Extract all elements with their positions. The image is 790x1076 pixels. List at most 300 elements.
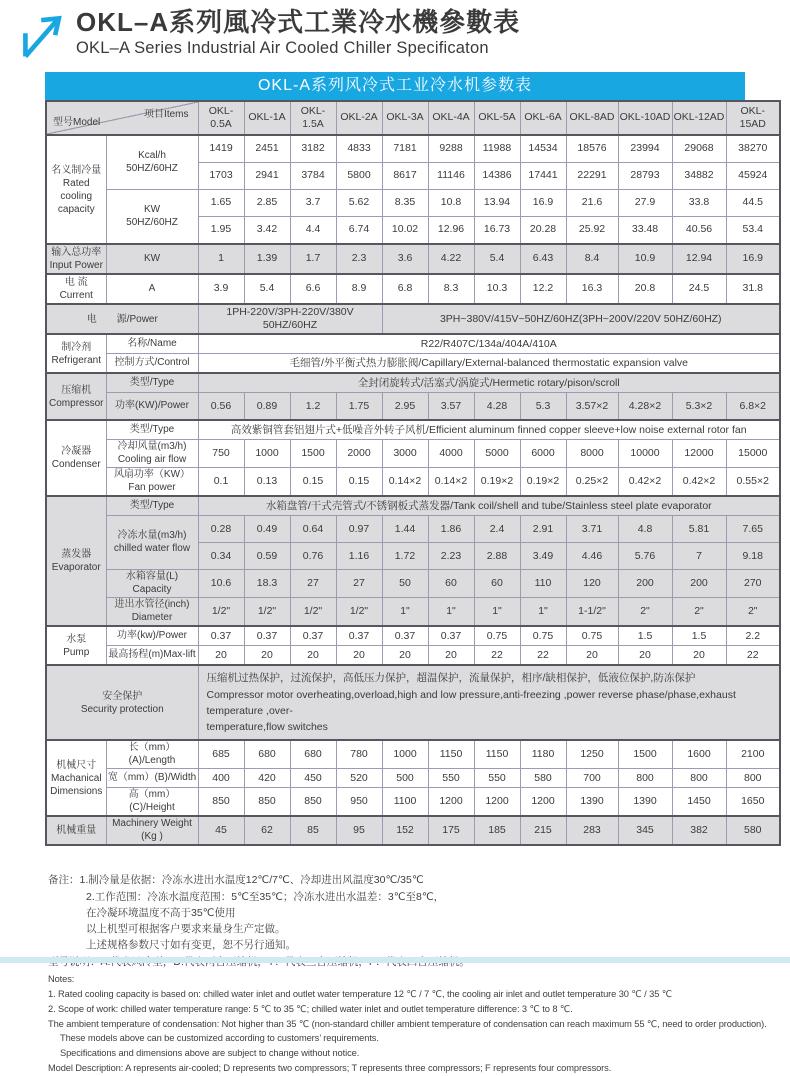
- value-cell: 500: [382, 769, 428, 788]
- table-row: [46, 740, 780, 769]
- value-cell: 10.02: [382, 217, 428, 245]
- value-cell: 1/2": [244, 598, 290, 627]
- table-row: [46, 274, 780, 304]
- value-cell: 45924: [726, 163, 780, 190]
- value-cell: 1000: [382, 740, 428, 769]
- table-row: [46, 665, 780, 740]
- value-cell: 10.9: [618, 244, 672, 274]
- value-cell: 1419: [198, 135, 244, 163]
- value-cell: 1200: [474, 788, 520, 817]
- value-cell: 1.86: [428, 516, 474, 543]
- value-cell: 1200: [520, 788, 566, 817]
- table-row: [46, 304, 780, 334]
- value-cell: 5.3: [520, 393, 566, 421]
- value-cell: 800: [672, 769, 726, 788]
- value-cell: 20: [336, 646, 382, 666]
- value-cell: 8.3: [428, 274, 474, 304]
- value-cell: 25.92: [566, 217, 618, 245]
- value-cell: 1.2: [290, 393, 336, 421]
- value-cell: 0.76: [290, 543, 336, 570]
- note-line: Model Description: A represents air-cooled; D represents two compressors; T represents three compressors; F represents four compressors.: [48, 1063, 612, 1074]
- group-label-evaporator: 蒸发器 Evaporator: [46, 496, 106, 626]
- value-cell: 1000: [244, 440, 290, 468]
- note-line: These models above can be customized according to customers’ requirements.: [60, 1033, 379, 1044]
- value-cell: 2": [726, 598, 780, 627]
- value-cell: 20: [290, 646, 336, 666]
- value-cell: 1150: [474, 740, 520, 769]
- table-row: [46, 516, 780, 543]
- value-cell: 6.74: [336, 217, 382, 245]
- value-cell: 风扇功率（KW） Fan power: [106, 468, 198, 497]
- value-cell: 进出水管径(inch) Diameter: [106, 598, 198, 627]
- arrow-up-right-logo-icon: [16, 10, 72, 62]
- value-cell: 0.55×2: [726, 468, 780, 497]
- table-row: [46, 190, 780, 217]
- model-header-cell: OKL-0.5A: [198, 101, 244, 135]
- value-cell: 1250: [566, 740, 618, 769]
- value-cell: 0.34: [198, 543, 244, 570]
- value-cell: 550: [428, 769, 474, 788]
- value-cell: 1390: [566, 788, 618, 817]
- value-cell: 38270: [726, 135, 780, 163]
- value-cell: 11988: [474, 135, 520, 163]
- value-cell: 3.7: [290, 190, 336, 217]
- security-protection-text: 压缩机过热保护，过流保护，高低压力保护，超温保护，流量保护，相序/缺相保护，低液位保护,防冻保护 Compressor motor overheating,overload,high and low pressure,anti-freezing ,power reverse phase/phase,exhaust temperature ,over- temperature,flow switches: [198, 665, 780, 740]
- value-cell: 283: [566, 816, 618, 845]
- value-cell: 1200: [428, 788, 474, 817]
- value-cell: Machinery Weight (Kg ): [106, 816, 198, 845]
- note-line: 在冷凝环境温度不高于35℃使用: [86, 906, 236, 919]
- value-cell: 450: [290, 769, 336, 788]
- value-cell: 200: [672, 570, 726, 598]
- model-header-cell: OKL-5A: [474, 101, 520, 135]
- value-cell: 31.8: [726, 274, 780, 304]
- value-cell: 控制方式/Control: [106, 354, 198, 374]
- value-cell: 1500: [618, 740, 672, 769]
- bottom-accent-bar: [0, 957, 790, 963]
- note-line: Specifications and dimensions above are subject to change without notice.: [60, 1048, 360, 1059]
- value-cell: 全封闭旋转式/活塞式/涡旋式/Hermetic rotary/pison/scroll: [198, 373, 780, 393]
- value-cell: 5000: [474, 440, 520, 468]
- value-cell: 1390: [618, 788, 672, 817]
- model-header-cell: OKL-4A: [428, 101, 474, 135]
- table-row: [46, 626, 780, 646]
- table-row: [46, 244, 780, 274]
- value-cell: 名称/Name: [106, 334, 198, 354]
- value-cell: 120: [566, 570, 618, 598]
- value-cell: 152: [382, 816, 428, 845]
- value-cell: 1.44: [382, 516, 428, 543]
- group-label-condenser: 冷凝器 Condenser: [46, 420, 106, 496]
- value-cell: 6.6: [290, 274, 336, 304]
- value-cell: 0.37: [290, 626, 336, 646]
- table-row: [46, 420, 780, 440]
- value-cell: 0.37: [198, 626, 244, 646]
- value-cell: 1.65: [198, 190, 244, 217]
- value-cell: 110: [520, 570, 566, 598]
- value-cell: 4000: [428, 440, 474, 468]
- value-cell: 高效紫铜管套铝翅片式+低噪音外转子风机/Efficient aluminum finned copper sleeve+low noise external rotor fan: [198, 420, 780, 440]
- value-cell: 最高扬程(m)Max-lift: [106, 646, 198, 666]
- value-cell: 1.75: [336, 393, 382, 421]
- note-line: 2.工作范围：冷冻水温度范围：5℃至35℃；冷冻水进出水温差：3℃至8℃，: [86, 890, 445, 903]
- note-line: The ambient temperature of condensation: Not higher than 35 ℃ (non-standard chiller ambient temperature of condensation can reach maximum 55 ℃, need to order production).: [48, 1018, 767, 1029]
- corner-items-label: 项目Items: [144, 109, 189, 120]
- value-cell: 12.94: [672, 244, 726, 274]
- group-label-compressor: 压缩机 Compressor: [46, 373, 106, 420]
- value-cell: 3PH~380V/415V~50HZ/60HZ(3PH~200V/220V 50HZ/60HZ): [382, 304, 780, 334]
- value-cell: 1.5: [672, 626, 726, 646]
- value-cell: 0.19×2: [520, 468, 566, 497]
- value-cell: 20.8: [618, 274, 672, 304]
- value-cell: 28793: [618, 163, 672, 190]
- value-cell: 2.2: [726, 626, 780, 646]
- value-cell: 580: [726, 816, 780, 845]
- value-cell: 680: [290, 740, 336, 769]
- value-cell: 27: [290, 570, 336, 598]
- value-cell: 2.88: [474, 543, 520, 570]
- value-cell: 功率(kw)/Power: [106, 626, 198, 646]
- notes-en: [48, 972, 790, 1076]
- value-cell: 4.22: [428, 244, 474, 274]
- value-cell: 1.7: [290, 244, 336, 274]
- value-cell: 2.91: [520, 516, 566, 543]
- value-cell: 50: [382, 570, 428, 598]
- value-cell: 1/2": [198, 598, 244, 627]
- value-cell: 3.42: [244, 217, 290, 245]
- value-cell: 5.81: [672, 516, 726, 543]
- value-cell: 1450: [672, 788, 726, 817]
- value-cell: 850: [198, 788, 244, 817]
- value-cell: 0.37: [336, 626, 382, 646]
- value-cell: 4.8: [618, 516, 672, 543]
- value-cell: 22: [520, 646, 566, 666]
- value-cell: 4.28×2: [618, 393, 672, 421]
- value-cell: 16.9: [520, 190, 566, 217]
- value-cell: 580: [520, 769, 566, 788]
- value-cell: 2": [618, 598, 672, 627]
- item-label-kcal: Kcal/h 50HZ/60HZ: [106, 135, 198, 190]
- value-cell: 780: [336, 740, 382, 769]
- notes-section: [48, 872, 790, 1076]
- value-cell: 3.6: [382, 244, 428, 274]
- value-cell: R22/R407C/134a/404A/410A: [198, 334, 780, 354]
- table-row: [46, 496, 780, 516]
- value-cell: 2.95: [382, 393, 428, 421]
- value-cell: 1.72: [382, 543, 428, 570]
- value-cell: 18576: [566, 135, 618, 163]
- value-cell: 1100: [382, 788, 428, 817]
- value-cell: 3.49: [520, 543, 566, 570]
- value-cell: 12000: [672, 440, 726, 468]
- model-header-cell: OKL-2A: [336, 101, 382, 135]
- value-cell: 0.75: [474, 626, 520, 646]
- value-cell: 0.64: [290, 516, 336, 543]
- value-cell: 0.1: [198, 468, 244, 497]
- value-cell: 类型/Type: [106, 420, 198, 440]
- note-line: 1. Rated cooling capacity is based on: chilled water inlet and outlet water temperature 12 ℃ / 7 ℃, the cooling air inlet and outlet temperature 30 ℃ / 35 ℃: [48, 988, 673, 999]
- value-cell: 750: [198, 440, 244, 468]
- value-cell: 44.5: [726, 190, 780, 217]
- value-cell: 2.23: [428, 543, 474, 570]
- value-cell: 1500: [290, 440, 336, 468]
- item-label-kw: KW 50HZ/60HZ: [106, 190, 198, 245]
- value-cell: 13.94: [474, 190, 520, 217]
- value-cell: 21.6: [566, 190, 618, 217]
- model-header-cell: OKL-3A: [382, 101, 428, 135]
- value-cell: 1": [428, 598, 474, 627]
- value-cell: 0.97: [336, 516, 382, 543]
- value-cell: 5.76: [618, 543, 672, 570]
- value-cell: 功率(KW)/Power: [106, 393, 198, 421]
- value-cell: 7: [672, 543, 726, 570]
- value-cell: 85: [290, 816, 336, 845]
- value-cell: 3784: [290, 163, 336, 190]
- value-cell: 1150: [428, 740, 474, 769]
- value-cell: 16.3: [566, 274, 618, 304]
- value-cell: 40.56: [672, 217, 726, 245]
- value-cell: 1.39: [244, 244, 290, 274]
- value-cell: 20: [566, 646, 618, 666]
- table-row: [46, 598, 780, 627]
- value-cell: 1.16: [336, 543, 382, 570]
- group-label-refrigerant: 制冷剂 Refrigerant: [46, 334, 106, 373]
- value-cell: 34882: [672, 163, 726, 190]
- value-cell: 类型/Type: [106, 496, 198, 516]
- value-cell: 12.2: [520, 274, 566, 304]
- model-header-row: [46, 101, 780, 135]
- value-cell: 10.8: [428, 190, 474, 217]
- notes-zh: [48, 872, 790, 970]
- value-cell: 0.75: [566, 626, 618, 646]
- value-cell: 0.14×2: [428, 468, 474, 497]
- value-cell: 33.8: [672, 190, 726, 217]
- value-cell: 3.57: [428, 393, 474, 421]
- value-cell: 4.46: [566, 543, 618, 570]
- value-cell: 0.42×2: [618, 468, 672, 497]
- value-cell: 0.25×2: [566, 468, 618, 497]
- value-cell: 23994: [618, 135, 672, 163]
- value-cell: 24.5: [672, 274, 726, 304]
- value-cell: 8.9: [336, 274, 382, 304]
- value-cell: 0.59: [244, 543, 290, 570]
- value-cell: 3000: [382, 440, 428, 468]
- value-cell: 2941: [244, 163, 290, 190]
- spec-table: [45, 100, 781, 846]
- value-cell: 14534: [520, 135, 566, 163]
- value-cell: 27.9: [618, 190, 672, 217]
- value-cell: 6.43: [520, 244, 566, 274]
- value-cell: 3.9: [198, 274, 244, 304]
- corner-header-cell: [46, 101, 198, 135]
- value-cell: 345: [618, 816, 672, 845]
- table-row: [46, 334, 780, 354]
- value-cell: 1600: [672, 740, 726, 769]
- note-line: Notes:: [48, 973, 75, 984]
- value-cell: 8.35: [382, 190, 428, 217]
- value-cell: 0.56: [198, 393, 244, 421]
- model-header-cell: OKL-8AD: [566, 101, 618, 135]
- value-cell: 700: [566, 769, 618, 788]
- value-cell: 1703: [198, 163, 244, 190]
- value-cell: 20: [672, 646, 726, 666]
- value-cell: 22: [474, 646, 520, 666]
- value-cell: 3182: [290, 135, 336, 163]
- value-cell: 5.3×2: [672, 393, 726, 421]
- value-cell: 2.85: [244, 190, 290, 217]
- value-cell: 11146: [428, 163, 474, 190]
- value-cell: 1180: [520, 740, 566, 769]
- table-title-banner: OKL-A系列风冷式工业冷水机参数表: [45, 72, 745, 100]
- value-cell: 520: [336, 769, 382, 788]
- value-cell: 1-1/2": [566, 598, 618, 627]
- value-cell: 0.37: [244, 626, 290, 646]
- value-cell: 62: [244, 816, 290, 845]
- note-line: 上述规格参数尺寸如有变更，恕不另行通知。: [86, 939, 296, 952]
- value-cell: 0.14×2: [382, 468, 428, 497]
- page-subtitle: OKL–A Series Industrial Air Cooled Chiller Specificaton: [76, 38, 489, 57]
- group-label-rated-cooling-capacity: 名义制冷量 Rated cooling capacity: [46, 135, 106, 244]
- table-row: [46, 788, 780, 817]
- value-cell: 水箱容量(L) Capacity: [106, 570, 198, 598]
- value-cell: 215: [520, 816, 566, 845]
- value-cell: 6000: [520, 440, 566, 468]
- value-cell: 0.75: [520, 626, 566, 646]
- note-line: 以上机型可根据客户要求来量身生产定做。: [86, 923, 286, 936]
- value-cell: 1/2": [290, 598, 336, 627]
- title-block: [76, 8, 520, 58]
- table-row: [46, 354, 780, 374]
- value-cell: 0.49: [244, 516, 290, 543]
- value-cell: 6.8: [382, 274, 428, 304]
- note-line: 备注：1.制冷量是依据：冷冻水进出水温度12℃/7℃、冷却进出风温度30℃/35℃: [48, 874, 424, 887]
- value-cell: 0.89: [244, 393, 290, 421]
- value-cell: 2": [672, 598, 726, 627]
- value-cell: 20: [244, 646, 290, 666]
- value-cell: 2100: [726, 740, 780, 769]
- value-cell: 382: [672, 816, 726, 845]
- value-cell: 1.5: [618, 626, 672, 646]
- value-cell: 12.96: [428, 217, 474, 245]
- value-cell: 1": [520, 598, 566, 627]
- value-cell: 2000: [336, 440, 382, 468]
- value-cell: 5.4: [474, 244, 520, 274]
- value-cell: 10000: [618, 440, 672, 468]
- table-row: [46, 816, 780, 845]
- value-cell: 680: [244, 740, 290, 769]
- value-cell: 175: [428, 816, 474, 845]
- value-cell: 20: [618, 646, 672, 666]
- value-cell: 1": [474, 598, 520, 627]
- value-cell: 0.37: [382, 626, 428, 646]
- value-cell: 27: [336, 570, 382, 598]
- value-cell: 4.28: [474, 393, 520, 421]
- value-cell: 1650: [726, 788, 780, 817]
- value-cell: 685: [198, 740, 244, 769]
- value-cell: 5.62: [336, 190, 382, 217]
- value-cell: 冷却风量(m3/h) Cooling air flow: [106, 440, 198, 468]
- value-cell: 420: [244, 769, 290, 788]
- value-cell: 53.4: [726, 217, 780, 245]
- value-cell: 8.4: [566, 244, 618, 274]
- table-row: [46, 646, 780, 666]
- value-cell: 1PH-220V/3PH-220V/380V 50HZ/60HZ: [198, 304, 382, 334]
- value-cell: 14386: [474, 163, 520, 190]
- table-row: [46, 570, 780, 598]
- corner-model-label: 型号Model: [53, 116, 101, 128]
- value-cell: 0.42×2: [672, 468, 726, 497]
- value-cell: 7.65: [726, 516, 780, 543]
- value-cell: 10.6: [198, 570, 244, 598]
- value-cell: 200: [618, 570, 672, 598]
- value-cell: 270: [726, 570, 780, 598]
- value-cell: 水箱盘管/干式壳管式/不锈钢板式蒸发器/Tank coil/shell and tube/Stainless steel plate evaporator: [198, 496, 780, 516]
- value-cell: 0.13: [244, 468, 290, 497]
- value-cell: 95: [336, 816, 382, 845]
- model-header-cell: OKL-1A: [244, 101, 290, 135]
- value-cell: 800: [726, 769, 780, 788]
- note-line: 2. Scope of work: chilled water temperature range: 5 ℃ to 35 ℃; chilled water inlet and outlet temperature difference: 3 ℃ to 8 ℃.: [48, 1003, 573, 1014]
- value-cell: 5800: [336, 163, 382, 190]
- value-cell: 15000: [726, 440, 780, 468]
- value-cell: 45: [198, 816, 244, 845]
- value-cell: 高（mm）(C)/Height: [106, 788, 198, 817]
- model-header-cell: OKL-12AD: [672, 101, 726, 135]
- group-label-dimensions: 机械尺寸 Machanical Dimensions: [46, 740, 106, 816]
- value-cell: A: [106, 274, 198, 304]
- table-row: [46, 468, 780, 497]
- value-cell: 22291: [566, 163, 618, 190]
- value-cell: 0.28: [198, 516, 244, 543]
- value-cell: 60: [474, 570, 520, 598]
- group-label-input-power: 输入总功率 Input Power: [46, 244, 106, 274]
- value-cell: 10.3: [474, 274, 520, 304]
- value-cell: 冷冻水量(m3/h) chilled water flow: [106, 516, 198, 570]
- value-cell: 3.57×2: [566, 393, 618, 421]
- model-header-cell: OKL-15AD: [726, 101, 780, 135]
- value-cell: 2451: [244, 135, 290, 163]
- group-label-machinery-weight: 机械重量: [46, 816, 106, 845]
- value-cell: 宽（mm）(B)/Width: [106, 769, 198, 788]
- value-cell: 2.3: [336, 244, 382, 274]
- page-title: OKL–A系列風冷式工業冷水機參數表: [76, 7, 521, 37]
- table-row: [46, 393, 780, 421]
- group-label-current: 电 流 Current: [46, 274, 106, 304]
- value-cell: 20: [428, 646, 474, 666]
- value-cell: 2.4: [474, 516, 520, 543]
- value-cell: 20: [198, 646, 244, 666]
- value-cell: KW: [106, 244, 198, 274]
- value-cell: 4833: [336, 135, 382, 163]
- value-cell: 17441: [520, 163, 566, 190]
- value-cell: 800: [618, 769, 672, 788]
- group-label-pump: 水泵 Pump: [46, 626, 106, 665]
- value-cell: 400: [198, 769, 244, 788]
- model-header-cell: OKL-10AD: [618, 101, 672, 135]
- value-cell: 20: [382, 646, 428, 666]
- value-cell: 3.71: [566, 516, 618, 543]
- value-cell: 1/2": [336, 598, 382, 627]
- value-cell: 950: [336, 788, 382, 817]
- table-row: [46, 440, 780, 468]
- value-cell: 1": [382, 598, 428, 627]
- table-row: [46, 769, 780, 788]
- value-cell: 850: [244, 788, 290, 817]
- value-cell: 550: [474, 769, 520, 788]
- value-cell: 16.73: [474, 217, 520, 245]
- value-cell: 33.48: [618, 217, 672, 245]
- group-label-security-protection: 安全保护 Security protection: [46, 665, 198, 740]
